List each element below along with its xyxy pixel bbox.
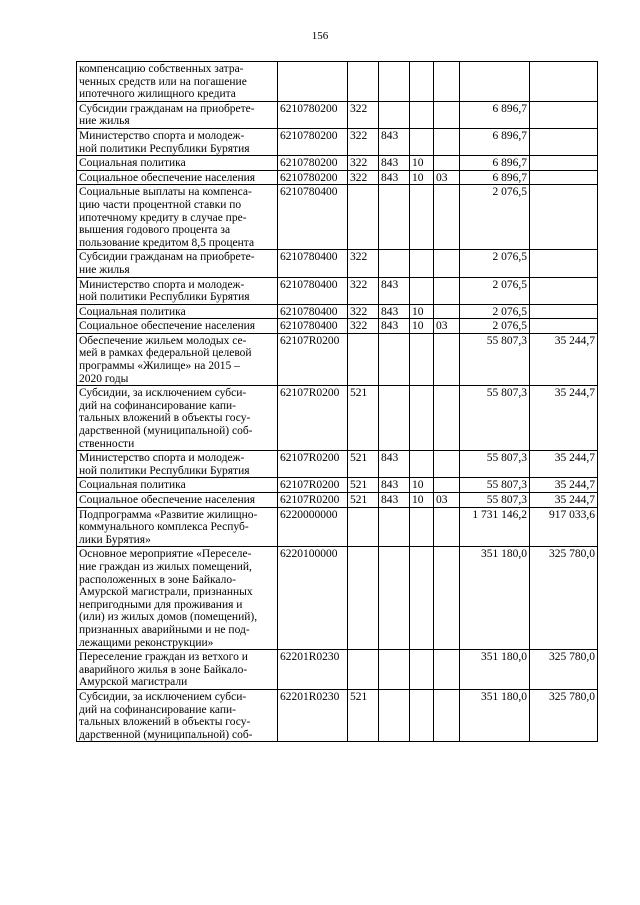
amount-year-2-cell: [530, 170, 598, 185]
amount-year-1-cell: 6 896,7: [460, 128, 530, 155]
amount-year-1-cell: 55 807,3: [460, 493, 530, 508]
subsection-code-cell: [434, 156, 460, 171]
item-name-cell: Основное мероприятие «Переселе- ние граждан из жилых помещений, расположенных в зоне Байкало- Амурской магистрали, признанных непригодными для проживания и (или) из жилых домов (помещений), признанных аварийными и не под- лежащими реконструкции»: [77, 547, 278, 650]
subsection-code-cell: 03: [434, 319, 460, 334]
section-code-cell: 10: [410, 156, 434, 171]
section-code-cell: [410, 185, 434, 250]
section-code-cell: 10: [410, 493, 434, 508]
item-name-cell: Социальное обеспечение населения: [77, 319, 278, 334]
amount-year-2-cell: [530, 319, 598, 334]
expense-type-cell: 521: [348, 493, 379, 508]
target-code-cell: 6210780400: [278, 304, 348, 319]
section-code-cell: [410, 650, 434, 690]
expense-type-cell: 322: [348, 319, 379, 334]
amount-year-2-cell: [530, 304, 598, 319]
target-code-cell: 6210780200: [278, 170, 348, 185]
expense-type-cell: 322: [348, 250, 379, 277]
amount-year-1-cell: 1 731 146,2: [460, 507, 530, 547]
table-row: [77, 547, 598, 650]
subsection-code-cell: [434, 277, 460, 304]
subsection-code-cell: [434, 185, 460, 250]
amount-year-1-cell: 351 180,0: [460, 689, 530, 741]
section-code-cell: [410, 250, 434, 277]
item-name-cell: Субсидии, за исключением субси- дий на софинансирование капи- тальных вложений в объекты госу- дарственной (муниципальной) соб- ственности: [77, 386, 278, 451]
section-code-cell: [410, 507, 434, 547]
target-code-cell: 62107R0200: [278, 386, 348, 451]
ministry-code-cell: [379, 185, 410, 250]
budget-table-body: [77, 62, 598, 742]
target-code-cell: 6210780400: [278, 185, 348, 250]
amount-year-2-cell: 35 244,7: [530, 493, 598, 508]
amount-year-2-cell: [530, 101, 598, 128]
expense-type-cell: [348, 547, 379, 650]
amount-year-1-cell: [460, 62, 530, 102]
table-row: [77, 170, 598, 185]
table-row: [77, 493, 598, 508]
target-code-cell: 62107R0200: [278, 451, 348, 478]
item-name-cell: Подпрограмма «Развитие жилищно- коммунального комплекса Респуб- лики Бурятия»: [77, 507, 278, 547]
item-name-cell: компенсацию собственных затра- ченных средств или на погашение ипотечного жилищного кредита: [77, 62, 278, 102]
amount-year-1-cell: 55 807,3: [460, 478, 530, 493]
section-code-cell: [410, 277, 434, 304]
item-name-cell: Социальное обеспечение населения: [77, 493, 278, 508]
item-name-cell: Социальная политика: [77, 304, 278, 319]
ministry-code-cell: [379, 250, 410, 277]
ministry-code-cell: [379, 386, 410, 451]
target-code-cell: 6220000000: [278, 507, 348, 547]
table-row: [77, 689, 598, 741]
ministry-code-cell: 843: [379, 451, 410, 478]
amount-year-1-cell: 2 076,5: [460, 277, 530, 304]
table-row: [77, 507, 598, 547]
item-name-cell: Переселение граждан из ветхого и аварийного жилья в зоне Байкало- Амурской магистрали: [77, 650, 278, 690]
section-code-cell: [410, 386, 434, 451]
item-name-cell: Социальная политика: [77, 478, 278, 493]
amount-year-2-cell: [530, 250, 598, 277]
amount-year-1-cell: 2 076,5: [460, 250, 530, 277]
table-row: [77, 156, 598, 171]
target-code-cell: 62107R0200: [278, 493, 348, 508]
table-row: [77, 478, 598, 493]
expense-type-cell: [348, 650, 379, 690]
target-code-cell: 62107R0200: [278, 333, 348, 385]
target-code-cell: 6220100000: [278, 547, 348, 650]
expense-type-cell: 521: [348, 451, 379, 478]
expense-type-cell: 322: [348, 304, 379, 319]
amount-year-1-cell: 55 807,3: [460, 451, 530, 478]
item-name-cell: Социальное обеспечение населения: [77, 170, 278, 185]
table-row: [77, 277, 598, 304]
item-name-cell: Министерство спорта и молодеж- ной политики Республики Бурятия: [77, 451, 278, 478]
target-code-cell: 6210780400: [278, 277, 348, 304]
section-code-cell: 10: [410, 170, 434, 185]
subsection-code-cell: [434, 386, 460, 451]
amount-year-1-cell: 351 180,0: [460, 650, 530, 690]
section-code-cell: [410, 689, 434, 741]
expense-type-cell: [348, 507, 379, 547]
ministry-code-cell: 843: [379, 478, 410, 493]
amount-year-2-cell: 35 244,7: [530, 386, 598, 451]
amount-year-2-cell: [530, 185, 598, 250]
section-code-cell: [410, 101, 434, 128]
subsection-code-cell: [434, 250, 460, 277]
expense-type-cell: 521: [348, 689, 379, 741]
table-row: [77, 451, 598, 478]
amount-year-2-cell: [530, 156, 598, 171]
section-code-cell: 10: [410, 319, 434, 334]
target-code-cell: 6210780400: [278, 250, 348, 277]
expense-type-cell: 322: [348, 156, 379, 171]
subsection-code-cell: [434, 128, 460, 155]
ministry-code-cell: 843: [379, 277, 410, 304]
amount-year-1-cell: 6 896,7: [460, 101, 530, 128]
amount-year-1-cell: 2 076,5: [460, 304, 530, 319]
amount-year-2-cell: [530, 62, 598, 102]
subsection-code-cell: 03: [434, 170, 460, 185]
expense-type-cell: [348, 185, 379, 250]
amount-year-1-cell: 6 896,7: [460, 170, 530, 185]
section-code-cell: 10: [410, 304, 434, 319]
subsection-code-cell: [434, 547, 460, 650]
amount-year-1-cell: 2 076,5: [460, 319, 530, 334]
item-name-cell: Субсидии гражданам на приобрете- ние жилья: [77, 101, 278, 128]
expense-type-cell: 322: [348, 101, 379, 128]
ministry-code-cell: [379, 689, 410, 741]
table-row: [77, 250, 598, 277]
target-code-cell: 6210780200: [278, 156, 348, 171]
ministry-code-cell: 843: [379, 304, 410, 319]
expense-type-cell: 322: [348, 128, 379, 155]
ministry-code-cell: [379, 650, 410, 690]
amount-year-2-cell: 35 244,7: [530, 478, 598, 493]
subsection-code-cell: [434, 304, 460, 319]
amount-year-2-cell: [530, 128, 598, 155]
section-code-cell: [410, 547, 434, 650]
item-name-cell: Министерство спорта и молодеж- ной политики Республики Бурятия: [77, 128, 278, 155]
amount-year-1-cell: 55 807,3: [460, 386, 530, 451]
subsection-code-cell: [434, 650, 460, 690]
ministry-code-cell: 843: [379, 319, 410, 334]
table-row: [77, 319, 598, 334]
amount-year-2-cell: 325 780,0: [530, 547, 598, 650]
target-code-cell: [278, 62, 348, 102]
ministry-code-cell: [379, 507, 410, 547]
amount-year-1-cell: 55 807,3: [460, 333, 530, 385]
subsection-code-cell: [434, 62, 460, 102]
section-code-cell: [410, 62, 434, 102]
target-code-cell: 6210780400: [278, 319, 348, 334]
amount-year-1-cell: 351 180,0: [460, 547, 530, 650]
amount-year-1-cell: 6 896,7: [460, 156, 530, 171]
target-code-cell: 62201R0230: [278, 650, 348, 690]
table-row: [77, 101, 598, 128]
amount-year-2-cell: 325 780,0: [530, 650, 598, 690]
amount-year-2-cell: 35 244,7: [530, 451, 598, 478]
subsection-code-cell: [434, 333, 460, 385]
subsection-code-cell: [434, 451, 460, 478]
subsection-code-cell: [434, 101, 460, 128]
expense-type-cell: [348, 62, 379, 102]
ministry-code-cell: [379, 547, 410, 650]
amount-year-2-cell: 35 244,7: [530, 333, 598, 385]
expense-type-cell: 322: [348, 170, 379, 185]
target-code-cell: 6210780200: [278, 101, 348, 128]
ministry-code-cell: [379, 333, 410, 385]
target-code-cell: 6210780200: [278, 128, 348, 155]
table-row: [77, 185, 598, 250]
table-row: [77, 128, 598, 155]
expense-type-cell: 521: [348, 478, 379, 493]
item-name-cell: Обеспечение жильем молодых се- мей в рамках федеральной целевой программы «Жилище» на 2015 – 2020 годы: [77, 333, 278, 385]
expense-type-cell: 521: [348, 386, 379, 451]
amount-year-2-cell: 325 780,0: [530, 689, 598, 741]
section-code-cell: [410, 333, 434, 385]
amount-year-2-cell: [530, 277, 598, 304]
expense-type-cell: 322: [348, 277, 379, 304]
subsection-code-cell: [434, 689, 460, 741]
section-code-cell: 10: [410, 478, 434, 493]
table-row: [77, 62, 598, 102]
section-code-cell: [410, 451, 434, 478]
subsection-code-cell: 03: [434, 493, 460, 508]
target-code-cell: 62201R0230: [278, 689, 348, 741]
ministry-code-cell: [379, 101, 410, 128]
ministry-code-cell: 843: [379, 128, 410, 155]
budget-table: [76, 61, 598, 742]
item-name-cell: Субсидии, за исключением субси- дий на софинансирование капи- тальных вложений в объекты госу- дарственной (муниципальной) соб-: [77, 689, 278, 741]
item-name-cell: Социальные выплаты на компенса- цию части процентной ставки по ипотечному кредиту в случае пре- вышения годового процента за пользование кредитом 8,5 процента: [77, 185, 278, 250]
subsection-code-cell: [434, 478, 460, 493]
amount-year-2-cell: 917 033,6: [530, 507, 598, 547]
target-code-cell: 62107R0200: [278, 478, 348, 493]
item-name-cell: Социальная политика: [77, 156, 278, 171]
table-row: [77, 386, 598, 451]
ministry-code-cell: 843: [379, 493, 410, 508]
amount-year-1-cell: 2 076,5: [460, 185, 530, 250]
table-row: [77, 333, 598, 385]
ministry-code-cell: 843: [379, 156, 410, 171]
table-row: [77, 650, 598, 690]
item-name-cell: Субсидии гражданам на приобрете- ние жилья: [77, 250, 278, 277]
subsection-code-cell: [434, 507, 460, 547]
table-row: [77, 304, 598, 319]
ministry-code-cell: [379, 62, 410, 102]
expense-type-cell: [348, 333, 379, 385]
page-number: 156: [311, 30, 329, 42]
ministry-code-cell: 843: [379, 170, 410, 185]
section-code-cell: [410, 128, 434, 155]
item-name-cell: Министерство спорта и молодеж- ной политики Республики Бурятия: [77, 277, 278, 304]
